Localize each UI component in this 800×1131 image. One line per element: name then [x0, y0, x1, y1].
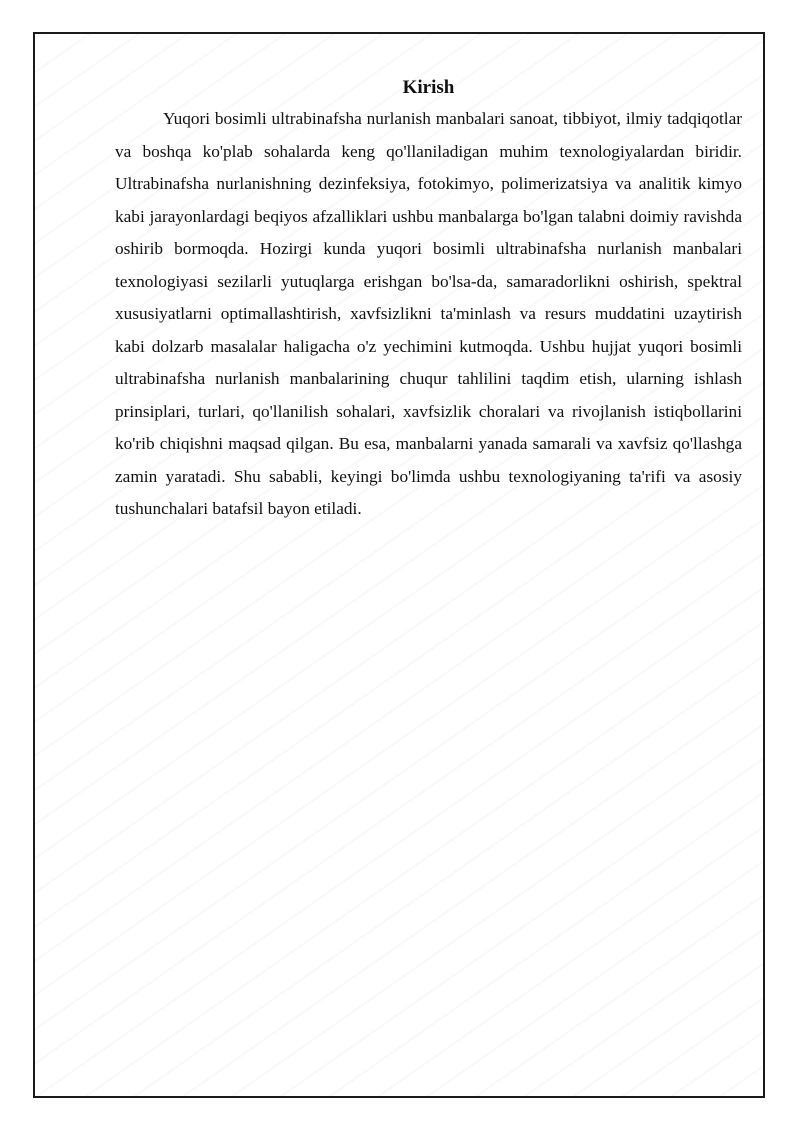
section-title: Kirish — [402, 77, 455, 98]
document-body — [115, 74, 742, 526]
intro-paragraph: Yuqori bosimli ultrabinafsha nurlanish manbalari sanoat, tibbiyot, ilmiy tadqiqotlar va boshqa ko'plab sohalarda keng qo'llaniladigan muhim texnologiyalardan biridir. Ultrabinafsha nurlanishning dezinfeksiya, fotokimyo, polimerizatsiya va analitik kimyo kabi jarayonlardagi beqiyos afzalliklari ushbu manbalarga bo'lgan talabni doimiy ravishda oshirib bormoqda. Hozirgi kunda yuqori bosimli ultrabinafsha nurlanish manbalari texnologiyasi sezilarli yutuqlarga erishgan bo'lsa-da, samaradorlikni oshirish, spektral xususiyatlarni optimallashtirish, xavfsizlikni ta'minlash va resurs muddatini uzaytirish kabi dolzarb masalalar haligacha o'z yechimini kutmoqda. Ushbu hujjat yuqori bosimli ultrabinafsha nurlanish manbalarining chuqur tahlilini taqdim etish, ularning ishlash prinsiplari, turlari, qo'llanilish sohalari, xavfsizlik choralari va rivojlanish istiqbollarini ko'rib chiqishni maqsad qilgan. Bu esa, manbalarni yanada samarali va xavfsiz qo'llashga zamin yaratadi. Shu sababli, keyingi bo'limda ushbu texnologiyaning ta'rifi va asosiy tushunchalari batafsil bayon etiladi. — [115, 109, 742, 518]
